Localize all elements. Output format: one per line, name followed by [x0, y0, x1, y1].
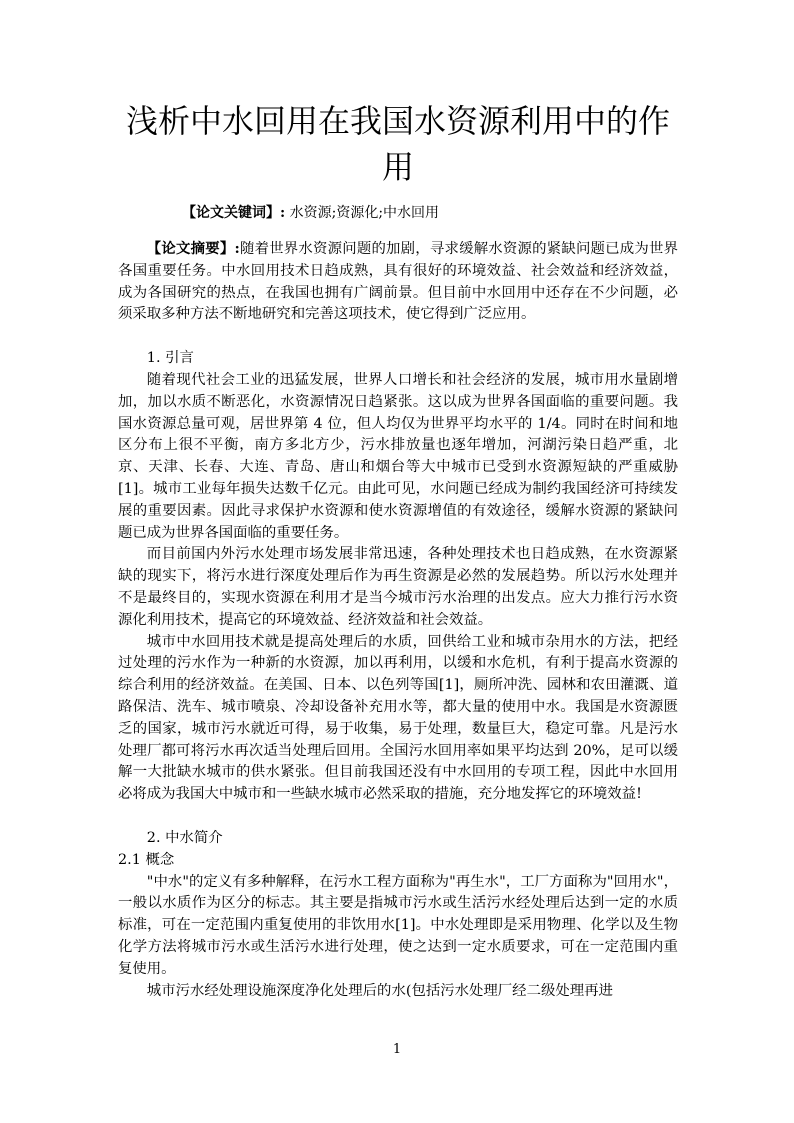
keywords-label: 【论文关键词】:	[182, 205, 286, 221]
abstract-text: 随着世界水资源问题的加剧，寻求缓解水资源的紧缺问题已成为世界各国重要任务。中水回用技术日趋成熟，具有很好的环境效益、社会效益和经济效益，成为各国研究的热点，在我国也拥有广阔前景。但目前中水回用中还存在不少问题，必须采取多种方法不断地研究和完善这项技术，使它得到广泛应用。	[118, 241, 678, 323]
section-1-heading: 1. 引言	[146, 350, 194, 367]
section-2-heading: 2. 中水简介	[146, 829, 223, 846]
section-2-1-heading: 2.1 概念	[118, 851, 175, 868]
section-1-paragraph-2: 而目前国内外污水处理市场发展非常迅速，各种处理技术也日趋成熟，在水资源紧缺的现实下，将污水进行深度处理后作为再生资源是必然的发展趋势。所以污水处理并不是最终目的，实现水资源在利用才是当今城市污水治理的出发点。应大力推行污水资源化利用技术，提高它的环境效益、经济效益和社会效益。	[118, 546, 678, 628]
section-1-paragraph-3: 城市中水回用技术就是提高处理后的水质，回供给工业和城市杂用水的方法，把经过处理的污水作为一种新的水资源，加以再利用，以缓和水危机，有利于提高水资源的综合利用的经济效益。在美国、日本、以色列等国[1]，厕所冲洗、园林和农田灌溉、道路保洁、洗车、城市喷泉、冷却设备补充用水等，都大量的使用中水。我国是水资源匮乏的国家，城市污水就近可得，易于收集，易于处理，数量巨大，稳定可靠。凡是污水处理厂都可将污水再次适当处理后回用。全国污水回用率如果平均达到 20%，足可以缓解一大批缺水城市的供水紧张。但目前我国还没有中水回用的专项工程，因此中水回用必将成为我国大中城市和一些缺水城市必然采取的措施，充分地发挥它的环境效益!	[118, 633, 678, 803]
keywords-line	[182, 202, 439, 224]
abstract-label: 【论文摘要】:	[146, 240, 240, 257]
paper-title: 浅析中水回用在我国水资源利用中的作用	[125, 102, 670, 186]
paper-body	[118, 238, 678, 1002]
abstract-paragraph	[118, 238, 678, 326]
keywords-text: 水资源;资源化;中水回用	[285, 205, 440, 221]
section-2-paragraph-2: 城市污水经处理设施深度净化处理后的水(包括污水处理厂经二级处理再进	[146, 982, 613, 999]
page-number: 1	[392, 1042, 402, 1057]
section-2-paragraph-1: "中水"的定义有多种解释，在污水工程方面称为"再生水"，工厂方面称为"回用水"，一般以水质作为区分的标志。其主要是指城市污水或生活污水经处理后达到一定的水质标准，可在一定范围内重复使用的非饮用水[1]。中水处理即是采用物理、化学以及生物化学方法将城市污水或生活污水进行处理，使之达到一定水质要求，可在一定范围内重复使用。	[118, 873, 678, 977]
section-1-paragraph-1: 随着现代社会工业的迅猛发展，世界人口增长和社会经济的发展，城市用水量剧增加，加以水质不断恶化，水资源情况日趋紧张。这以成为世界各国面临的重要问题。我国水资源总量可观，居世界第 4 位，但人均仅为世界平均水平的 1/4。同时在时间和地区分布上很不平衡，南方多北方少，污水排放量也逐年增加，河湖污染日趋严重，北京、天津、长春、大连、青岛、唐山和烟台等大中城市已受到水资源短缺的严重威胁[1]。城市工业每年损失达数千亿元。由此可见，水问题已经成为制约我国经济可持续发展的重要因素。因此寻求保护水资源和使水资源增值的有效途径，缓解水资源的紧缺问题已成为世界各国面临的重要任务。	[118, 371, 678, 541]
